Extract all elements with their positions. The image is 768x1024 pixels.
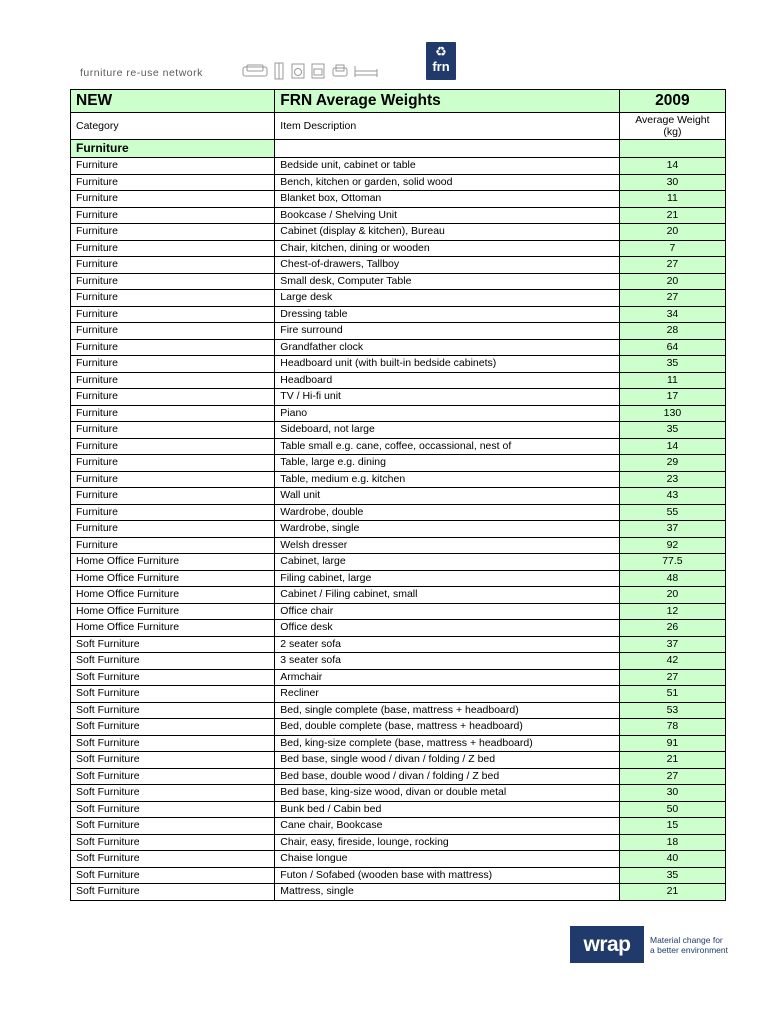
- row-item: 3 seater sofa: [275, 653, 620, 670]
- row-item: Dressing table: [275, 306, 620, 323]
- row-weight: 21: [619, 752, 725, 769]
- section-row: [71, 140, 726, 158]
- row-category: Soft Furniture: [71, 834, 275, 851]
- row-item: Armchair: [275, 669, 620, 686]
- row-item: Bookcase / Shelving Unit: [275, 207, 620, 224]
- row-weight: 77.5: [619, 554, 725, 571]
- section-empty-weight: [619, 140, 725, 158]
- row-category: Furniture: [71, 422, 275, 439]
- table-row: [71, 191, 726, 208]
- row-weight: 55: [619, 504, 725, 521]
- row-category: Furniture: [71, 537, 275, 554]
- table-row: [71, 669, 726, 686]
- table-row: [71, 422, 726, 439]
- wrap-logo: wrap: [570, 926, 644, 963]
- row-category: Furniture: [71, 504, 275, 521]
- row-weight: 11: [619, 191, 725, 208]
- table-row: [71, 867, 726, 884]
- row-item: Bed base, single wood / divan / folding / Z bed: [275, 752, 620, 769]
- row-item: Cane chair, Bookcase: [275, 818, 620, 835]
- wrap-tagline: [650, 935, 728, 955]
- cooker-icon: [311, 63, 325, 84]
- row-item: TV / Hi-fi unit: [275, 389, 620, 406]
- row-weight: 53: [619, 702, 725, 719]
- row-category: Furniture: [71, 306, 275, 323]
- row-category: Home Office Furniture: [71, 603, 275, 620]
- row-weight: 42: [619, 653, 725, 670]
- row-category: Furniture: [71, 455, 275, 472]
- table-row: [71, 785, 726, 802]
- table-row: [71, 768, 726, 785]
- row-category: Furniture: [71, 191, 275, 208]
- row-item: Wardrobe, double: [275, 504, 620, 521]
- row-weight: 21: [619, 207, 725, 224]
- col-item-header: Item Description: [275, 113, 620, 140]
- table-row: [71, 570, 726, 587]
- row-category: Furniture: [71, 339, 275, 356]
- row-weight: 51: [619, 686, 725, 703]
- row-weight: 34: [619, 306, 725, 323]
- table-row: [71, 323, 726, 340]
- row-category: Furniture: [71, 405, 275, 422]
- table-row: [71, 372, 726, 389]
- row-item: Piano: [275, 405, 620, 422]
- table-row: [71, 405, 726, 422]
- row-item: Grandfather clock: [275, 339, 620, 356]
- table-row: [71, 537, 726, 554]
- row-category: Furniture: [71, 521, 275, 538]
- row-item: Headboard: [275, 372, 620, 389]
- table-row: [71, 356, 726, 373]
- table-row: [71, 521, 726, 538]
- row-weight: 91: [619, 735, 725, 752]
- row-weight: 12: [619, 603, 725, 620]
- bed-icon: [354, 64, 378, 83]
- row-item: Table, medium e.g. kitchen: [275, 471, 620, 488]
- row-weight: 30: [619, 174, 725, 191]
- sofa-icon: [242, 64, 268, 83]
- table-row: [71, 735, 726, 752]
- table-row: [71, 158, 726, 175]
- section-empty-item: [275, 140, 620, 158]
- row-category: Soft Furniture: [71, 801, 275, 818]
- row-category: Soft Furniture: [71, 735, 275, 752]
- frn-logo-text: frn: [432, 59, 450, 74]
- row-weight: 27: [619, 768, 725, 785]
- row-item: Recliner: [275, 686, 620, 703]
- row-item: Office chair: [275, 603, 620, 620]
- row-item: Sideboard, not large: [275, 422, 620, 439]
- row-weight: 11: [619, 372, 725, 389]
- col-weight-header: Average Weight (kg): [619, 113, 725, 140]
- table-row: [71, 290, 726, 307]
- row-weight: 64: [619, 339, 725, 356]
- row-category: Soft Furniture: [71, 867, 275, 884]
- row-item: Filing cabinet, large: [275, 570, 620, 587]
- row-weight: 18: [619, 834, 725, 851]
- row-category: Soft Furniture: [71, 669, 275, 686]
- table-row: [71, 818, 726, 835]
- recycle-icon: ♻: [435, 44, 447, 59]
- row-weight: 20: [619, 587, 725, 604]
- table-row: [71, 834, 726, 851]
- table-row: [71, 653, 726, 670]
- row-category: Furniture: [71, 389, 275, 406]
- table-row: [71, 702, 726, 719]
- row-item: Table, large e.g. dining: [275, 455, 620, 472]
- row-weight: 30: [619, 785, 725, 802]
- row-category: Soft Furniture: [71, 653, 275, 670]
- row-weight: 37: [619, 521, 725, 538]
- table-row: [71, 884, 726, 901]
- row-item: Cabinet, large: [275, 554, 620, 571]
- row-category: Home Office Furniture: [71, 587, 275, 604]
- row-weight: 27: [619, 290, 725, 307]
- table-row: [71, 389, 726, 406]
- row-weight: 21: [619, 884, 725, 901]
- row-weight: 14: [619, 438, 725, 455]
- row-item: Bed, single complete (base, mattress + headboard): [275, 702, 620, 719]
- table-row: [71, 752, 726, 769]
- row-item: Wardrobe, single: [275, 521, 620, 538]
- table-row: [71, 603, 726, 620]
- table-row: [71, 488, 726, 505]
- title-year: 2009: [619, 90, 725, 113]
- row-category: Furniture: [71, 372, 275, 389]
- row-weight: 37: [619, 636, 725, 653]
- table-row: [71, 504, 726, 521]
- row-category: Furniture: [71, 290, 275, 307]
- row-category: Soft Furniture: [71, 884, 275, 901]
- row-category: Home Office Furniture: [71, 620, 275, 637]
- row-item: Chest-of-drawers, Tallboy: [275, 257, 620, 274]
- row-category: Soft Furniture: [71, 686, 275, 703]
- wrap-tagline-line-2: a better environment: [650, 945, 728, 955]
- row-category: Furniture: [71, 273, 275, 290]
- row-category: Home Office Furniture: [71, 570, 275, 587]
- table-row: [71, 273, 726, 290]
- row-weight: 35: [619, 422, 725, 439]
- table-row: [71, 240, 726, 257]
- row-category: Soft Furniture: [71, 768, 275, 785]
- row-weight: 26: [619, 620, 725, 637]
- furniture-icons-row: [242, 62, 380, 85]
- table-row: [71, 851, 726, 868]
- row-item: Bed base, double wood / divan / folding / Z bed: [275, 768, 620, 785]
- row-item: Chair, easy, fireside, lounge, rocking: [275, 834, 620, 851]
- row-item: Welsh dresser: [275, 537, 620, 554]
- table-row: [71, 207, 726, 224]
- row-weight: 35: [619, 356, 725, 373]
- table-row: [71, 471, 726, 488]
- row-item: Headboard unit (with built-in bedside cabinets): [275, 356, 620, 373]
- table-row: [71, 686, 726, 703]
- frn-logo: [426, 42, 456, 80]
- row-item: Chaise longue: [275, 851, 620, 868]
- row-weight: 92: [619, 537, 725, 554]
- row-item: Bench, kitchen or garden, solid wood: [275, 174, 620, 191]
- table-row: [71, 306, 726, 323]
- row-weight: 78: [619, 719, 725, 736]
- table-row: [71, 801, 726, 818]
- row-weight: 29: [619, 455, 725, 472]
- row-category: Furniture: [71, 174, 275, 191]
- row-category: Soft Furniture: [71, 818, 275, 835]
- row-weight: 14: [619, 158, 725, 175]
- row-weight: 7: [619, 240, 725, 257]
- row-weight: 40: [619, 851, 725, 868]
- row-item: Table small e.g. cane, coffee, occassional, nest of: [275, 438, 620, 455]
- page-header: [70, 40, 726, 84]
- row-item: Chair, kitchen, dining or wooden: [275, 240, 620, 257]
- row-item: Office desk: [275, 620, 620, 637]
- weights-table: [70, 89, 726, 901]
- row-item: Blanket box, Ottoman: [275, 191, 620, 208]
- table-row: [71, 224, 726, 241]
- table-title-row: [71, 90, 726, 113]
- row-item: Cabinet (display & kitchen), Bureau: [275, 224, 620, 241]
- table-row: [71, 339, 726, 356]
- armchair-icon: [332, 64, 348, 83]
- row-category: Soft Furniture: [71, 636, 275, 653]
- title-main: FRN Average Weights: [275, 90, 620, 113]
- row-weight: 48: [619, 570, 725, 587]
- row-weight: 43: [619, 488, 725, 505]
- row-weight: 20: [619, 273, 725, 290]
- table-row: [71, 174, 726, 191]
- row-weight: 20: [619, 224, 725, 241]
- row-weight: 15: [619, 818, 725, 835]
- row-item: Cabinet / Filing cabinet, small: [275, 587, 620, 604]
- row-category: Furniture: [71, 323, 275, 340]
- table-row: [71, 587, 726, 604]
- column-header-row: [71, 113, 726, 140]
- table-row: [71, 455, 726, 472]
- row-category: Furniture: [71, 438, 275, 455]
- row-weight: 27: [619, 669, 725, 686]
- row-category: Furniture: [71, 158, 275, 175]
- row-category: Furniture: [71, 207, 275, 224]
- row-weight: 17: [619, 389, 725, 406]
- wrap-tagline-line-1: Material change for: [650, 935, 723, 945]
- washing-machine-icon: [291, 63, 305, 84]
- row-category: Soft Furniture: [71, 752, 275, 769]
- row-category: Furniture: [71, 224, 275, 241]
- row-item: 2 seater sofa: [275, 636, 620, 653]
- row-item: Bed, king-size complete (base, mattress + headboard): [275, 735, 620, 752]
- row-item: Large desk: [275, 290, 620, 307]
- row-item: Mattress, single: [275, 884, 620, 901]
- row-weight: 50: [619, 801, 725, 818]
- table-row: [71, 620, 726, 637]
- col-category-header: Category: [71, 113, 275, 140]
- section-label: Furniture: [71, 140, 275, 158]
- row-item: Wall unit: [275, 488, 620, 505]
- row-category: Soft Furniture: [71, 719, 275, 736]
- title-new: NEW: [71, 90, 275, 113]
- row-category: Soft Furniture: [71, 702, 275, 719]
- row-category: Furniture: [71, 471, 275, 488]
- wardrobe-icon: [274, 62, 284, 85]
- table-row: [71, 719, 726, 736]
- table-row: [71, 636, 726, 653]
- row-weight: 130: [619, 405, 725, 422]
- row-category: Furniture: [71, 240, 275, 257]
- row-weight: 28: [619, 323, 725, 340]
- row-category: Soft Furniture: [71, 851, 275, 868]
- row-item: Bed base, king-size wood, divan or double metal: [275, 785, 620, 802]
- row-category: Home Office Furniture: [71, 554, 275, 571]
- row-weight: 35: [619, 867, 725, 884]
- row-item: Fire surround: [275, 323, 620, 340]
- row-item: Futon / Sofabed (wooden base with mattress): [275, 867, 620, 884]
- row-category: Furniture: [71, 356, 275, 373]
- row-weight: 27: [619, 257, 725, 274]
- row-item: Bunk bed / Cabin bed: [275, 801, 620, 818]
- table-row: [71, 257, 726, 274]
- network-label: furniture re-use network: [80, 67, 203, 79]
- row-item: Small desk, Computer Table: [275, 273, 620, 290]
- row-item: Bed, double complete (base, mattress + headboard): [275, 719, 620, 736]
- row-category: Soft Furniture: [71, 785, 275, 802]
- row-item: Bedside unit, cabinet or table: [275, 158, 620, 175]
- table-row: [71, 554, 726, 571]
- row-weight: 23: [619, 471, 725, 488]
- table-row: [71, 438, 726, 455]
- row-category: Furniture: [71, 488, 275, 505]
- row-category: Furniture: [71, 257, 275, 274]
